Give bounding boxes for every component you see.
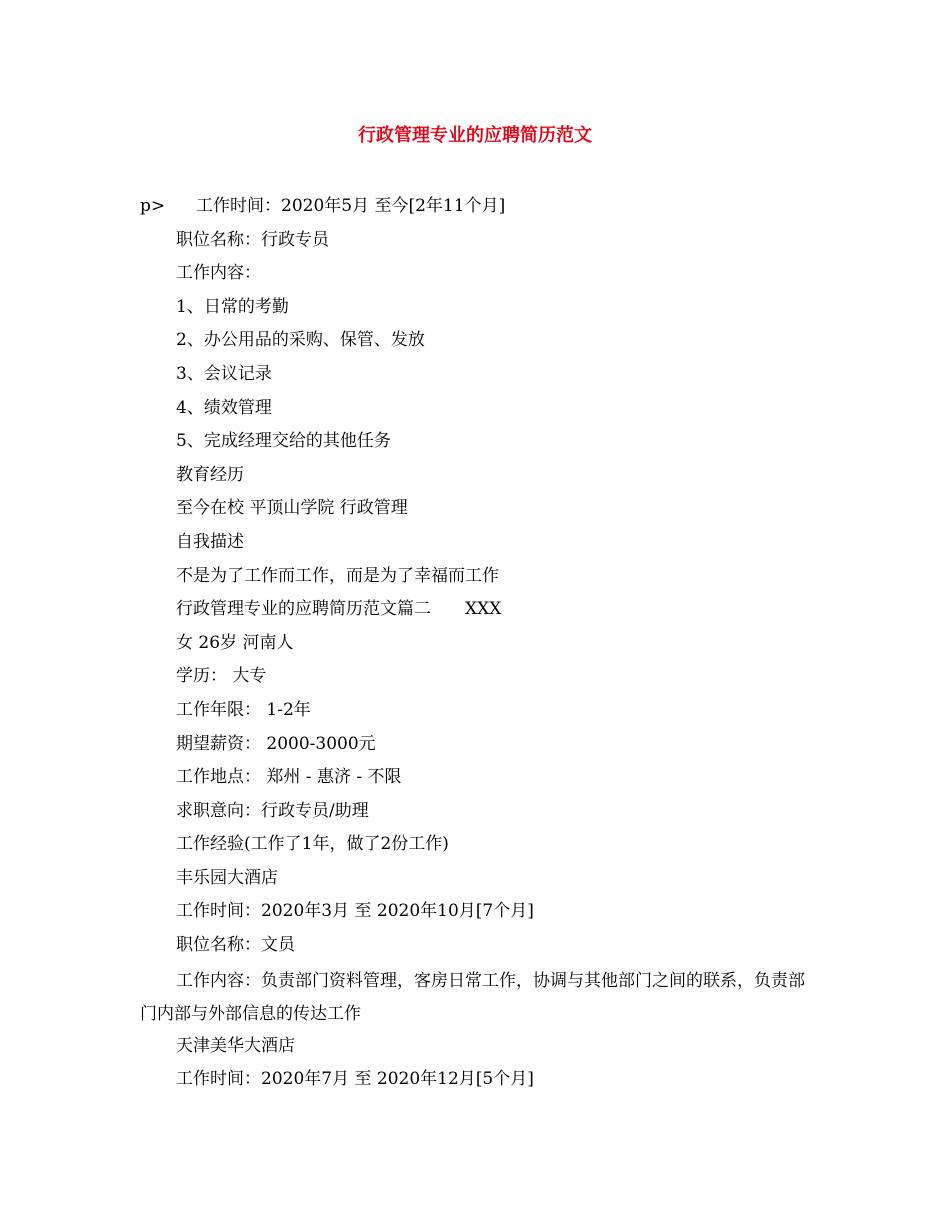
document-body bbox=[140, 192, 820, 1099]
line-text: 工作时间：2020年5月 至今[2年11个月] bbox=[196, 196, 506, 216]
text-line: 至今在校 平顶山学院 行政管理 bbox=[176, 498, 408, 519]
text-line: 工作时间：2020年7月 至 2020年12月[5个月] bbox=[176, 1069, 534, 1090]
text-line bbox=[140, 192, 820, 226]
section-heading: 教育经历 bbox=[176, 464, 244, 485]
text-line: 求职意向：行政专员/助理 bbox=[176, 800, 369, 821]
stray-marker: p> bbox=[140, 196, 166, 216]
text-line: 2、办公用品的采购、保管、发放 bbox=[176, 330, 425, 351]
text-line: 丰乐园大酒店 bbox=[176, 867, 278, 888]
text-line: 行政管理专业的应聘简历范文篇二 XXX bbox=[176, 599, 502, 620]
text-line: 工作经验(工作了1年，做了2份工作) bbox=[176, 834, 449, 855]
text-line: 职位名称：行政专员 bbox=[176, 229, 329, 250]
text-line: 期望薪资： 2000-3000元 bbox=[176, 733, 376, 754]
text-line: 5、完成经理交给的其他任务 bbox=[176, 431, 391, 452]
text-line: 工作地点： 郑州 - 惠济 - 不限 bbox=[176, 767, 402, 788]
text-paragraph: 工作内容：负责部门资料管理，客房日常工作，协调与其他部门之间的联系，负责部门内部与外部信息的传达工作 bbox=[140, 970, 805, 1025]
section-heading: 自我描述 bbox=[176, 531, 244, 552]
text-line: 学历： 大专 bbox=[176, 666, 267, 687]
document-title: 行政管理专业的应聘简历范文 bbox=[358, 125, 592, 146]
text-line: 职位名称：文员 bbox=[176, 935, 295, 956]
text-line: 工作年限： 1-2年 bbox=[176, 699, 311, 720]
text-line: 工作内容： bbox=[176, 263, 261, 284]
text-line: 1、日常的考勤 bbox=[176, 296, 289, 317]
text-line: 4、绩效管理 bbox=[176, 397, 272, 418]
text-line: 天津美华大酒店 bbox=[176, 1035, 295, 1056]
text-line: 3、会议记录 bbox=[176, 363, 272, 384]
text-line: 工作时间：2020年3月 至 2020年10月[7个月] bbox=[176, 901, 534, 922]
text-line: 不是为了工作而工作，而是为了幸福而工作 bbox=[176, 565, 499, 586]
text-line: 女 26岁 河南人 bbox=[176, 632, 294, 653]
